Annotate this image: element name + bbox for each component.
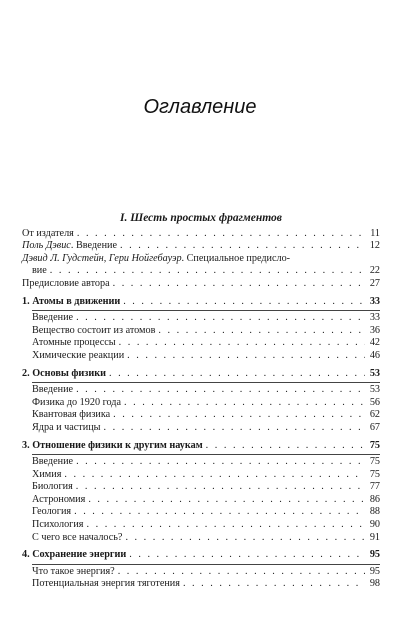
section-title: Вещество состоит из атомов	[32, 324, 156, 336]
section-title: Физика до 1920 года	[32, 396, 122, 408]
section-title: Ядра и частицы	[32, 421, 101, 433]
toc-section[interactable]	[22, 337, 380, 350]
toc-entry-author-preface[interactable]	[22, 278, 380, 291]
dot-leader	[125, 532, 365, 545]
chapter-title: 2. Основы физики	[22, 367, 106, 379]
chapter-divider	[32, 382, 380, 383]
dot-leader	[113, 409, 365, 422]
section-title: Что такое энергия?	[32, 565, 115, 577]
toc-page-number: 88	[369, 506, 380, 518]
toc-page-number: 75	[369, 468, 380, 480]
toc-chapter[interactable]	[22, 440, 380, 453]
toc-section[interactable]	[22, 481, 380, 494]
toc-entry-title: . Введение	[70, 240, 118, 252]
toc-entry-davies-intro[interactable]	[22, 240, 380, 253]
toc-page-number: 75	[369, 456, 380, 468]
chapter-divider	[32, 564, 380, 565]
section-title: Химия	[32, 468, 62, 480]
toc-entry-author: Поль Дэвис	[22, 240, 71, 252]
toc-section[interactable]	[22, 312, 380, 325]
dot-leader	[120, 240, 365, 253]
section-title: Квантовая физика	[32, 409, 111, 421]
toc-section[interactable]	[22, 409, 380, 422]
toc-entry-title: . Специальное предисло-	[181, 252, 291, 264]
toc-page-number: 67	[369, 421, 380, 433]
section-title: С чего все началось?	[32, 531, 123, 543]
dot-leader	[109, 368, 365, 381]
toc-page-number: 11	[370, 227, 380, 239]
dot-leader	[76, 456, 365, 469]
dot-leader	[127, 350, 365, 363]
toc-page-number: 77	[369, 481, 380, 493]
toc-entry-special-preface[interactable]	[22, 253, 380, 266]
dot-leader	[183, 578, 365, 591]
toc-page-number: 22	[369, 265, 380, 277]
toc-section[interactable]	[22, 456, 380, 469]
dot-leader	[76, 481, 365, 494]
toc-page-number: 62	[369, 409, 380, 421]
toc-section[interactable]	[22, 519, 380, 532]
section-title: Введение	[32, 456, 74, 468]
section-title: Атомные процессы	[32, 337, 116, 349]
toc-section[interactable]	[22, 566, 380, 579]
toc-page-number: 56	[369, 396, 380, 408]
toc-section[interactable]	[22, 494, 380, 507]
dot-leader	[119, 337, 365, 350]
toc-entry-special-preface-cont[interactable]	[22, 265, 380, 278]
dot-leader	[118, 566, 365, 579]
dot-leader	[76, 384, 365, 397]
page-title: Оглавление	[143, 96, 257, 118]
section-title: Введение	[32, 312, 74, 324]
toc-page-number: 90	[369, 519, 380, 531]
toc-section[interactable]	[22, 422, 380, 435]
chapter-title: 4. Сохранение энергии	[22, 549, 127, 561]
toc-page-number: 53	[369, 384, 380, 396]
toc-chapter[interactable]	[22, 549, 380, 562]
dot-leader	[76, 312, 365, 325]
chapter-title: 1. Атомы в движении	[22, 295, 121, 307]
toc-page-number: 12	[369, 240, 380, 252]
toc-section[interactable]	[22, 469, 380, 482]
toc-page-number: 27	[369, 277, 380, 289]
dot-leader	[64, 469, 365, 482]
toc-page-number: 95	[369, 549, 380, 561]
dot-leader	[88, 494, 365, 507]
toc-page-number: 33	[369, 312, 380, 324]
section-title: Геология	[32, 506, 72, 518]
toc-page-number: 42	[369, 337, 380, 349]
table-of-contents	[22, 212, 380, 591]
toc-section[interactable]	[22, 578, 380, 591]
section-title: Введение	[32, 384, 74, 396]
toc-section[interactable]	[22, 384, 380, 397]
toc-entry-publisher[interactable]	[22, 228, 380, 241]
dot-leader	[77, 228, 365, 241]
dot-leader	[104, 422, 365, 435]
toc-section[interactable]	[22, 506, 380, 519]
toc-section[interactable]	[22, 350, 380, 363]
toc-entry-author: Дэвид Л. Гудстейн, Гери Нойгебауэр	[22, 252, 182, 264]
chapter-title: 3. Отношение физики к другим наукам	[22, 439, 203, 451]
dot-leader	[87, 519, 366, 532]
dot-leader	[124, 397, 365, 410]
toc-entry-label	[22, 240, 117, 253]
dot-leader	[123, 296, 365, 309]
section-title: Астрономия	[32, 493, 86, 505]
toc-page-number: 86	[369, 493, 380, 505]
toc-page-number: 33	[369, 295, 380, 307]
chapter-divider	[32, 454, 380, 455]
dot-leader	[74, 506, 365, 519]
toc-page-number: 91	[369, 531, 380, 543]
dot-leader	[129, 549, 365, 562]
dot-leader	[113, 278, 365, 291]
section-title: Биология	[32, 481, 73, 493]
toc-page-number: 95	[369, 565, 380, 577]
toc-entry-label: вие	[32, 265, 47, 277]
toc-section[interactable]	[22, 532, 380, 545]
toc-entry-label: От издателя	[22, 227, 74, 239]
toc-section[interactable]	[22, 397, 380, 410]
toc-chapter[interactable]	[22, 368, 380, 381]
toc-page-number: 46	[369, 349, 380, 361]
dot-leader	[158, 325, 365, 338]
toc-page-number: 36	[369, 324, 380, 336]
toc-page-number: 98	[369, 578, 380, 590]
section-title: Потенциальная энергия тяготения	[32, 578, 180, 590]
toc-entry-label: Предисловие автора	[22, 277, 110, 289]
section-title: Психология	[32, 519, 84, 531]
dot-leader	[206, 440, 365, 453]
dot-leader	[50, 265, 365, 278]
toc-page-number: 75	[369, 439, 380, 451]
toc-page-number: 53	[369, 367, 380, 379]
toc-chapter[interactable]	[22, 296, 380, 309]
part-title: I. Шесть простых фрагментов	[120, 212, 282, 224]
toc-section[interactable]	[22, 325, 380, 338]
chapter-divider	[32, 310, 380, 311]
section-title: Химические реакции	[32, 349, 125, 361]
